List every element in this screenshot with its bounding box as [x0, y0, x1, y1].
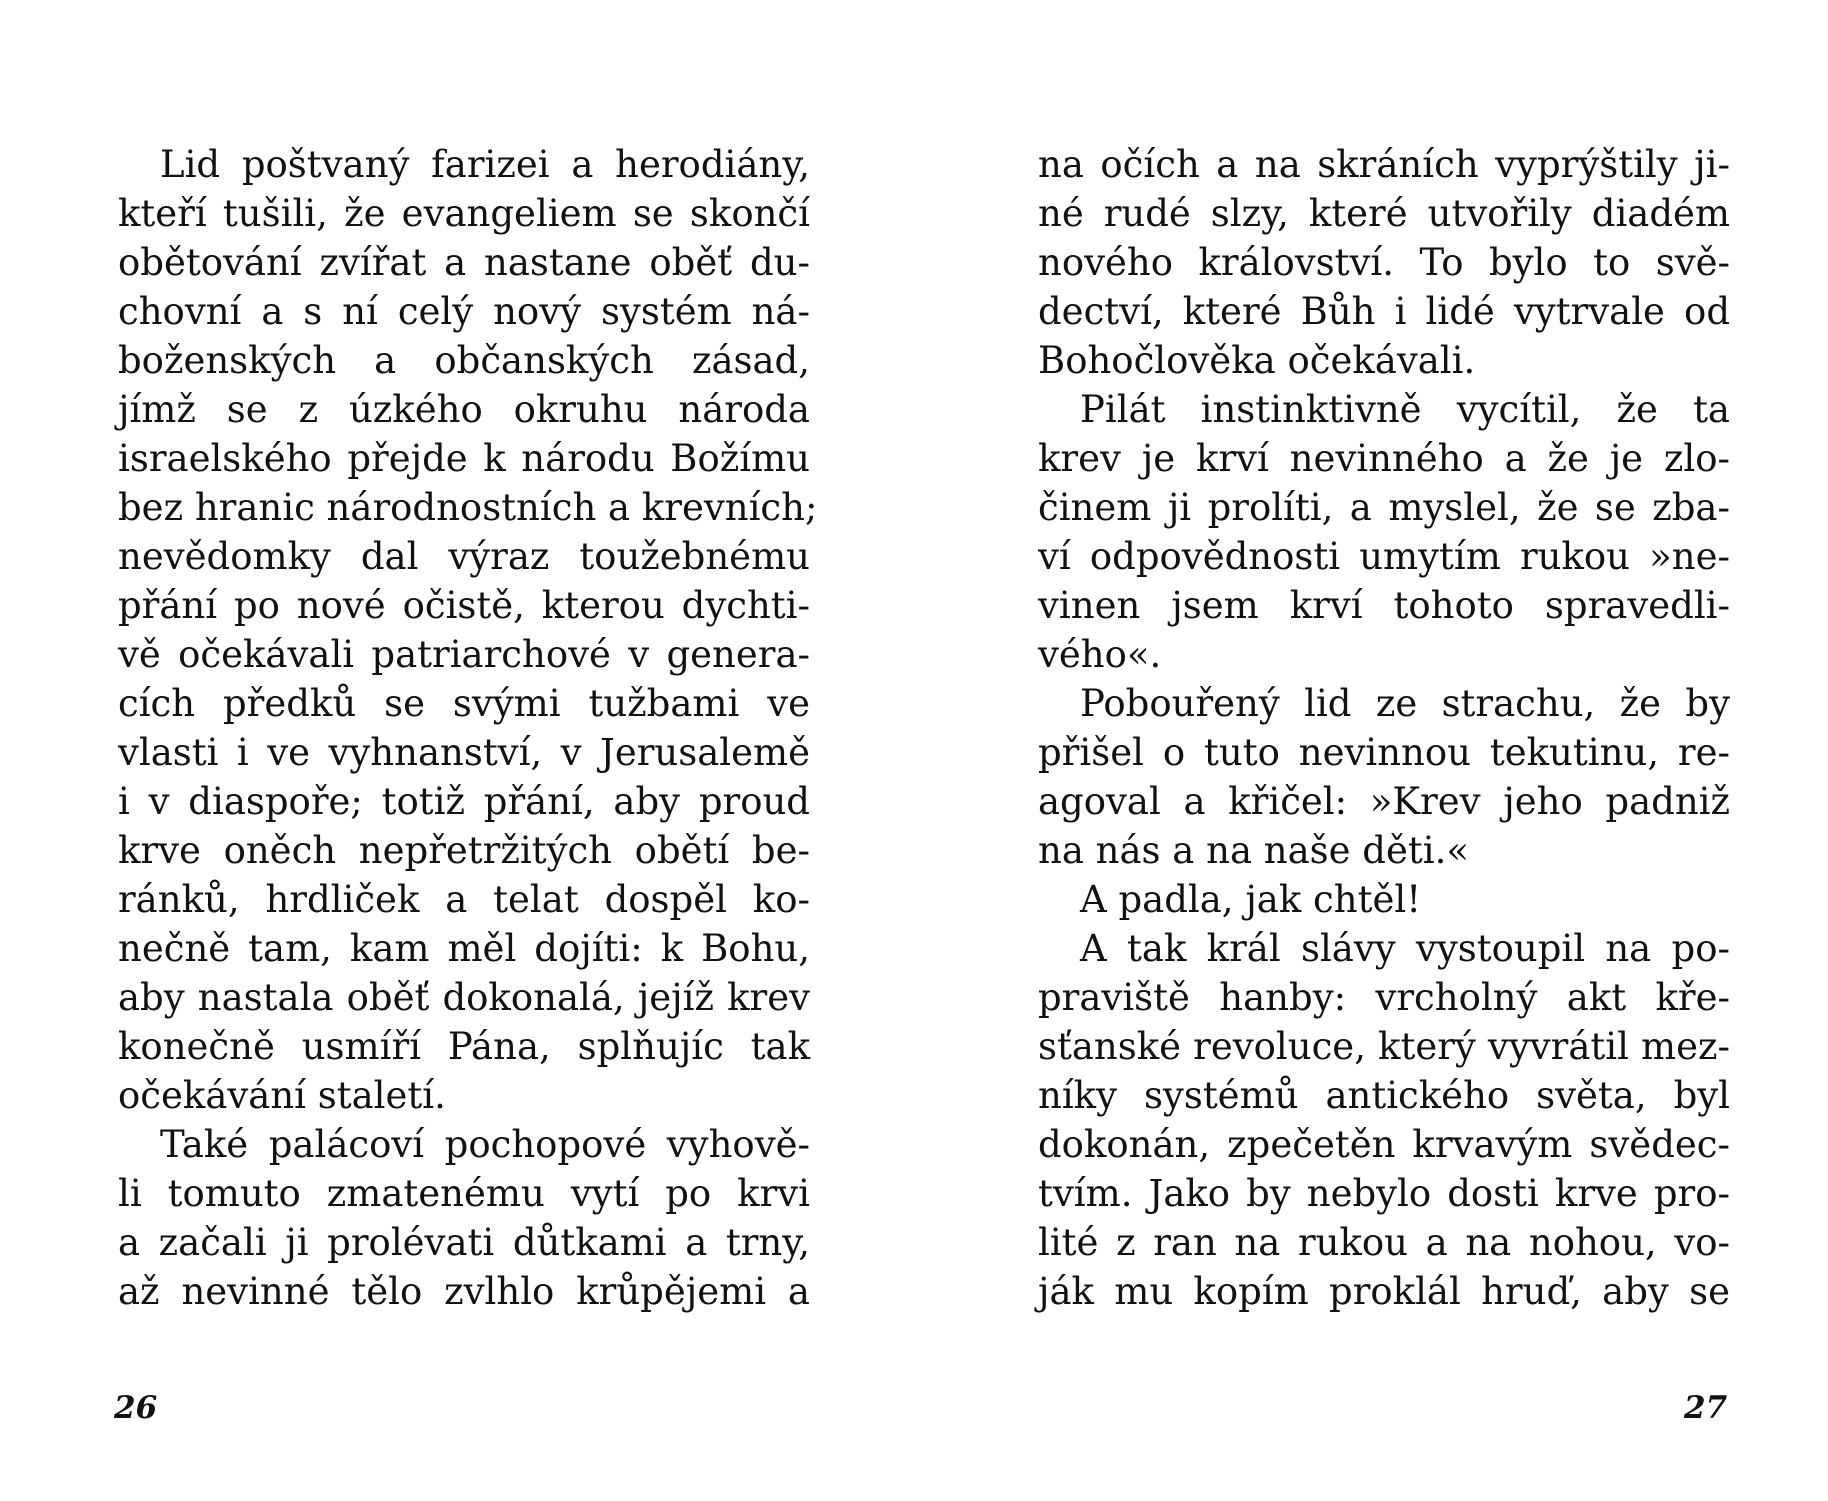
text-line: Bohočlověka očekávali. — [1038, 339, 1476, 382]
text-line: nevědomky dal výraz toužebnému — [118, 535, 810, 578]
text-line: li tomuto zmatenému vytí po krvi — [118, 1172, 810, 1215]
text-line: Pilát instinktivně vycítil, že ta — [1080, 388, 1730, 431]
page-number: 26 — [114, 1390, 158, 1426]
text-line: přání po nové očistě, kterou dychti- — [118, 584, 810, 627]
text-line: nového království. To bylo to svě- — [1038, 241, 1730, 284]
text-line: dectví, které Bůh i lidé vytrvale od — [1038, 290, 1730, 333]
text-line: níky systémů antického světa, byl — [1038, 1074, 1730, 1117]
text-line: i v diaspoře; totiž přání, aby proud — [118, 780, 810, 823]
right-page — [914, 0, 1828, 1501]
text-line: ják mu kopím proklál hruď, aby se — [1038, 1270, 1730, 1313]
text-line: krev je krví nevinného a že je zlo- — [1038, 437, 1730, 480]
text-line: přišel o tuto nevinnou tekutinu, re- — [1038, 731, 1730, 774]
text-line: bez hranic národnostních a krevních; — [118, 486, 818, 529]
text-line: boženských a občanských zásad, — [118, 339, 810, 382]
text-line: lité z ran na rukou a na nohou, vo- — [1038, 1221, 1730, 1264]
text-line: aby nastala oběť dokonalá, jejíž krev — [118, 976, 810, 1019]
page-number: 27 — [1684, 1390, 1728, 1426]
text-line: konečně usmíří Pána, splňujíc tak — [118, 1025, 810, 1068]
text-line: vě očekávali patriarchové v genera- — [118, 633, 810, 676]
text-line: kteří tušili, že evangeliem se skončí — [118, 192, 810, 235]
text-line: praviště hanby: vrcholný akt kře- — [1038, 976, 1730, 1019]
right-page-text — [1038, 140, 1730, 1316]
text-line: jímž se z úzkého okruhu národa — [118, 388, 810, 431]
text-line: ví odpovědnosti umytím rukou »ne- — [1038, 535, 1730, 578]
text-line: ránků, hrdliček a telat dospěl ko- — [118, 878, 810, 921]
text-line: vinen jsem krví tohoto spravedli- — [1038, 584, 1730, 627]
text-line: Lid poštvaný farizei a herodiány, — [160, 143, 810, 186]
text-line: činem ji prolíti, a myslel, že se zba- — [1038, 486, 1730, 529]
text-line: nečně tam, kam měl dojíti: k Bohu, — [118, 927, 810, 970]
text-line: očekávání staletí. — [118, 1074, 446, 1117]
text-line: sťanské revoluce, který vyvrátil mez- — [1038, 1025, 1730, 1068]
left-page-text — [118, 140, 818, 1316]
text-line: Pobouřený lid ze strachu, že by — [1080, 682, 1730, 725]
text-line: na nás a na naše děti.« — [1038, 829, 1469, 872]
text-line: vlasti i ve vyhnanství, v Jerusalemě — [118, 731, 810, 774]
text-line: na očích a na skráních vyprýštily ji- — [1038, 143, 1730, 186]
text-line: israelského přejde k národu Božímu — [118, 437, 810, 480]
text-line: A tak král slávy vystoupil na po- — [1080, 927, 1730, 970]
text-line: krve oněch nepřetržitých obětí be- — [118, 829, 810, 872]
text-line: chovní a s ní celý nový systém ná- — [118, 290, 810, 333]
text-line: až nevinné tělo zvlhlo krůpějemi a — [118, 1270, 810, 1313]
text-line: A padla, jak chtěl! — [1080, 878, 1422, 921]
text-line: né rudé slzy, které utvořily diadém — [1038, 192, 1730, 235]
text-line: a začali ji prolévati důtkami a trny, — [118, 1221, 810, 1264]
text-line: obětování zvířat a nastane oběť du- — [118, 241, 810, 284]
text-line: cích předků se svými tužbami ve — [118, 682, 810, 725]
text-line: agoval a křičel: »Krev jeho padniž — [1038, 780, 1730, 823]
text-line: Také palácoví pochopové vyhově- — [160, 1123, 810, 1166]
text-line: tvím. Jako by nebylo dosti krve pro- — [1038, 1172, 1730, 1215]
text-line: vého«. — [1038, 633, 1162, 676]
text-line: dokonán, zpečetěn krvavým svědec- — [1038, 1123, 1730, 1166]
